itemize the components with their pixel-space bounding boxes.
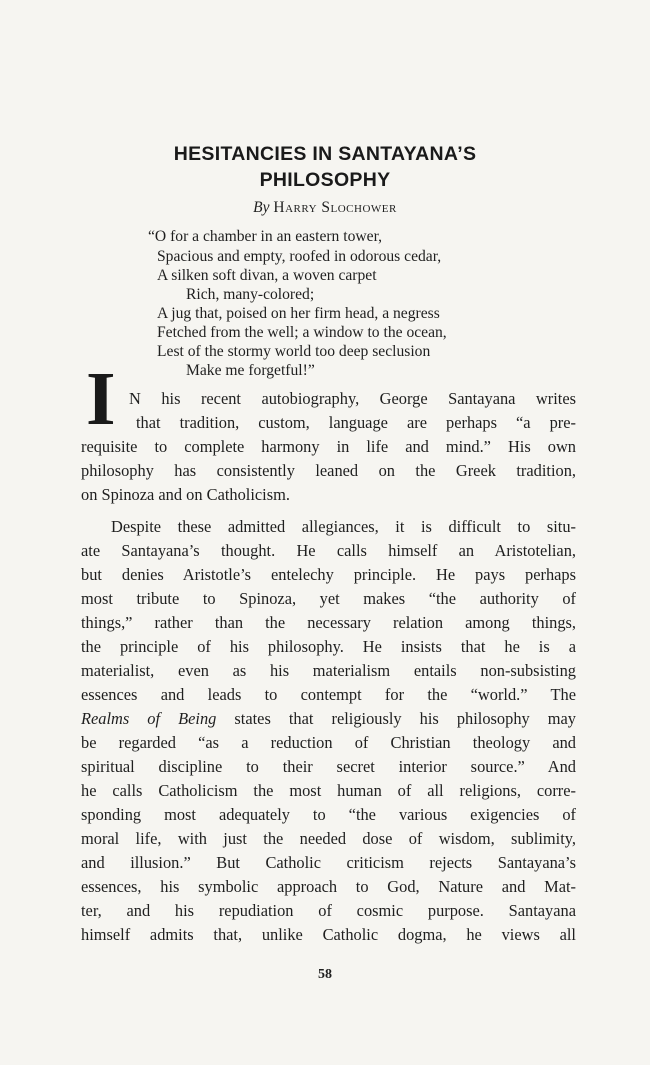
text-line-rest: states that religiously his philosophy may — [234, 709, 576, 728]
epigraph-line: A jug that, poised on her firm head, a negress — [157, 305, 440, 322]
text-line: and illusion.” But Catholic criticism rejects Santayana’s — [81, 853, 576, 872]
text-line: moral life, with just the needed dose of wisdom, sublimity, — [81, 829, 576, 848]
text-line: himself admits that, unlike Catholic dogma, he views all — [81, 925, 576, 944]
article-title-line-2: PHILOSOPHY — [259, 169, 391, 191]
epigraph-line: A silken soft divan, a woven carpet — [157, 267, 377, 284]
byline-by: By — [253, 199, 270, 216]
text-line: requisite to complete harmony in life and mind.” His own — [81, 437, 576, 456]
text-line: Despite these admitted allegiances, it is difficult to situ- — [111, 517, 576, 536]
text-line: essences and leads to contempt for the “world.” The — [81, 685, 576, 704]
text-line: but denies Aristotle’s entelechy principle. He pays perhaps — [81, 565, 576, 584]
author-name: Harry Slochower — [273, 199, 397, 216]
epigraph-line: Rich, many-colored; — [186, 286, 315, 303]
text-line: that tradition, custom, language are perhaps “a pre- — [136, 413, 576, 432]
text-line: most tribute to Spinoza, yet makes “the authority of — [81, 589, 576, 608]
text-line: sponding most adequately to “the various exigencies of — [81, 805, 576, 824]
article-title-line-1: HESITANCIES IN SANTAYANA’S — [173, 143, 477, 165]
text-line: materialist, even as his materialism entails non-subsisting — [81, 661, 576, 680]
epigraph-line: Make me forgetful!” — [186, 362, 315, 379]
drop-cap: I — [86, 357, 116, 441]
text-line: ate Santayana’s thought. He calls himself an Aristotelian, — [81, 541, 576, 560]
text-line: things,” rather than the necessary relation among things, — [81, 613, 576, 632]
epigraph-line: Spacious and empty, roofed in odorous cedar, — [157, 248, 442, 265]
epigraph-line: Fetched from the well; a window to the ocean, — [157, 324, 447, 341]
text-line: be regarded “as a reduction of Christian theology and — [81, 733, 576, 752]
epigraph-line: “O for a chamber in an eastern tower, — [148, 228, 383, 245]
epigraph-line: Lest of the stormy world too deep seclusion — [157, 343, 431, 360]
text-line: essences, his symbolic approach to God, Nature and Mat- — [81, 877, 576, 896]
byline — [0, 199, 650, 217]
text-line: the principle of his philosophy. He insists that he is a — [81, 637, 576, 656]
text-line: ter, and his repudiation of cosmic purpose. Santayana — [81, 901, 576, 920]
text-line: N his recent autobiography, George Santayana writes — [129, 389, 576, 408]
text-line: philosophy has consistently leaned on the Greek tradition, — [81, 461, 576, 480]
text-line-with-title — [81, 709, 576, 729]
text-line: on Spinoza and on Catholicism. — [81, 485, 290, 504]
text-line: spiritual discipline to their secret interior source.” And — [81, 757, 576, 776]
page-number: 58 — [318, 967, 332, 982]
book-title-realms-of-being: Realms of Being — [81, 709, 217, 728]
text-line: he calls Catholicism the most human of all religions, corre- — [81, 781, 576, 800]
